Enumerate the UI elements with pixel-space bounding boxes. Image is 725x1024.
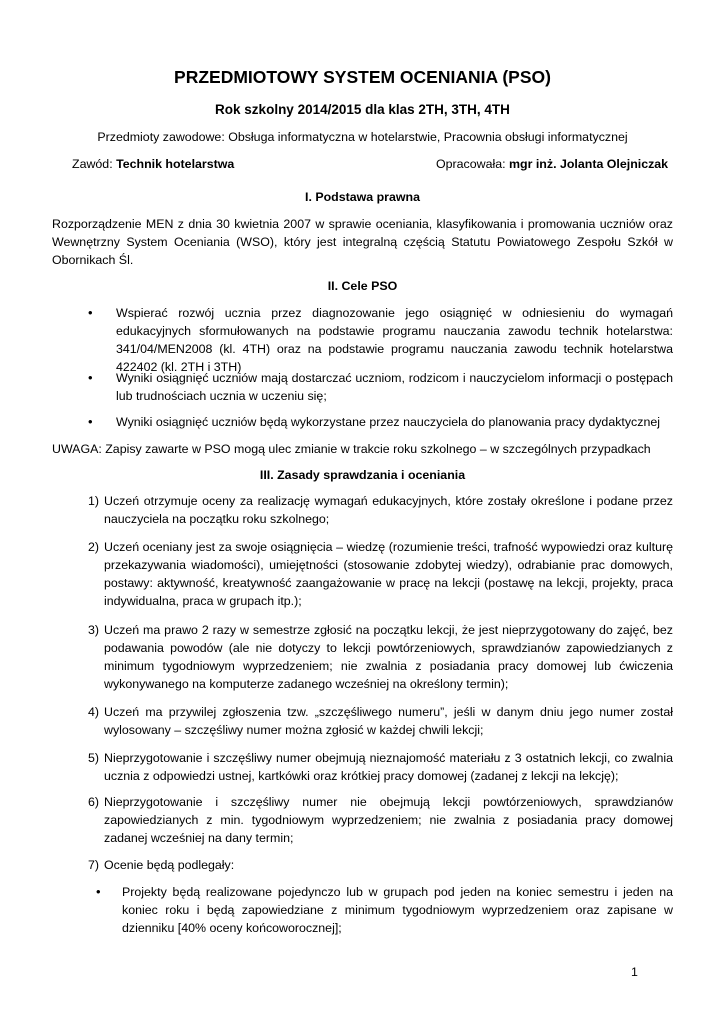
author-value: mgr inż. Jolanta Olejniczak <box>509 157 669 171</box>
numbered-item <box>88 793 673 847</box>
item-text: Ocenie będą podlegały: <box>104 858 235 872</box>
item-number: 2) <box>88 540 100 554</box>
list-item <box>88 413 673 431</box>
item-number: 5) <box>88 751 100 765</box>
document-title: PRZEDMIOTOWY SYSTEM OCENIANIA (PSO) <box>174 67 551 87</box>
numbered-item <box>88 749 673 785</box>
list-item-text: Wyniki osiągnięć uczniów mają dostarczać uczniom, rodzicom i nauczycielom informacji o postępach lub trudnościach ucznia w uczeniu się; <box>116 371 673 403</box>
item-text: Uczeń ma przywilej zgłoszenia tzw. „szczęśliwego numeru”, jeśli w danym dniu jego numer został wylosowany – szczęśliwy numer można zgłosić w każdej chwili lekcji; <box>104 705 673 737</box>
list-item <box>88 369 673 405</box>
numbered-item <box>88 538 673 610</box>
author <box>436 155 668 173</box>
profession-value: Technik hotelarstwa <box>116 157 235 171</box>
section-heading-rules: III. Zasady sprawdzania i oceniania <box>259 468 466 482</box>
numbered-item <box>88 621 673 693</box>
page-number: 1 <box>631 965 638 979</box>
author-label: Opracowała: <box>436 157 510 171</box>
bullet-icon: • <box>88 305 93 320</box>
profession <box>72 155 234 173</box>
section-heading-goals: II. Cele PSO <box>327 279 398 293</box>
sub-list-item <box>96 883 673 937</box>
list-item-text: Wyniki osiągnięć uczniów będą wykorzystane przez nauczyciela do planowania pracy dydaktycznej <box>116 415 660 429</box>
bullet-icon: • <box>96 884 101 899</box>
item-text: Nieprzygotowanie i szczęśliwy numer nie obejmują lekcji powtórzeniowych, sprawdzianów zapowiedzianych z min. tygodniowym wyprzedzeniem; nie zwalnia z posiadania pracy domowej zadanej wcześniej na dany termin; <box>104 795 673 845</box>
sub-list-item-text: Projekty będą realizowane pojedynczo lub w grupach pod jeden na koniec semestru i jeden na koniec roku i będą zapowiedziane z minimum tygodniowym wyprzedzeniem oraz zapisane w dzienniku [40% oceny końcoworocznej]; <box>122 885 673 935</box>
item-text: Uczeń oceniany jest za swoje osiągnięcia – wiedzę (rozumienie treści, trafność wypowiedzi oraz kulturę przekazywania wiadomości), umiejętności (stosowanie zdobytej wiedzy), odrabianie prac domowych, postawy: aktywność, kreatywność zaangażowanie w pracę na lekcji (postawę na lekcji, projekty, praca indywidualna, praca w grupach itp.); <box>104 540 673 608</box>
numbered-item <box>88 492 673 528</box>
numbered-item <box>88 703 673 739</box>
item-number: 4) <box>88 705 100 719</box>
note-paragraph: UWAGA: Zapisy zawarte w PSO mogą ulec zmianie w trakcie roku szkolnego – w szczególnych przypadkach <box>52 442 651 456</box>
item-number: 7) <box>88 858 100 872</box>
item-number: 1) <box>88 494 100 508</box>
bullet-icon: • <box>88 414 93 429</box>
list-item <box>88 304 673 376</box>
item-text: Nieprzygotowanie i szczęśliwy numer obejmują nieznajomość materiału z 3 ostatnich lekcji, co zwalnia ucznia z odpowiedzi ustnej, kartkówki oraz krótkiej pracy domowej (zadanej z lekcji na lekcję); <box>104 751 673 783</box>
profession-label: Zawód: <box>72 157 117 171</box>
document-subtitle: Rok szkolny 2014/2015 dla klas 2TH, 3TH, 4TH <box>215 102 510 117</box>
legal-basis-paragraph: Rozporządzenie MEN z dnia 30 kwietnia 2007 w sprawie oceniania, klasyfikowania i promowania uczniów oraz Wewnętrzny System Oceniania (WSO), który jest integralną częścią Statutu Powiatowego Zespołu Szkół w Obornikach Śl. <box>52 217 673 267</box>
item-number: 3) <box>88 623 100 637</box>
item-text: Uczeń ma prawo 2 razy w semestrze zgłosić na początku lekcji, że jest nieprzygotowany do zajęć, bez podawania powodów (ale nie dotyczy to lekcji powtórzeniowych, sprawdzianów zapowiedzianych z minimum tygodniowym wyprzedzeniem; nie zwalnia z posiadania pracy domowej lub ćwiczenia wykonywanego na komputerze zadanego wcześniej na określony termin); <box>104 623 673 691</box>
item-number: 6) <box>88 795 100 809</box>
item-text: Uczeń otrzymuje oceny za realizację wymagań edukacyjnych, które zostały określone i podane przez nauczyciela na początku roku szkolnego; <box>104 494 673 526</box>
numbered-item <box>88 856 673 874</box>
subjects-line: Przedmioty zawodowe: Obsługa informatyczna w hotelarstwie, Pracownia obsługi informatycznej <box>97 130 628 144</box>
section-heading-legal-basis: I. Podstawa prawna <box>305 190 420 204</box>
bullet-icon: • <box>88 370 93 385</box>
list-item-text: Wspierać rozwój ucznia przez diagnozowanie jego osiągnięć w odniesieniu do wymagań edukacyjnych sformułowanych na podstawie programu nauczania zawodu technik hotelarstwa: 341/04/MEN2008 (kl. 4TH) oraz na podstawie programu nauczania zawodu technik hotelarstwa 422402 (kl. 2TH i 3TH) <box>116 306 673 374</box>
